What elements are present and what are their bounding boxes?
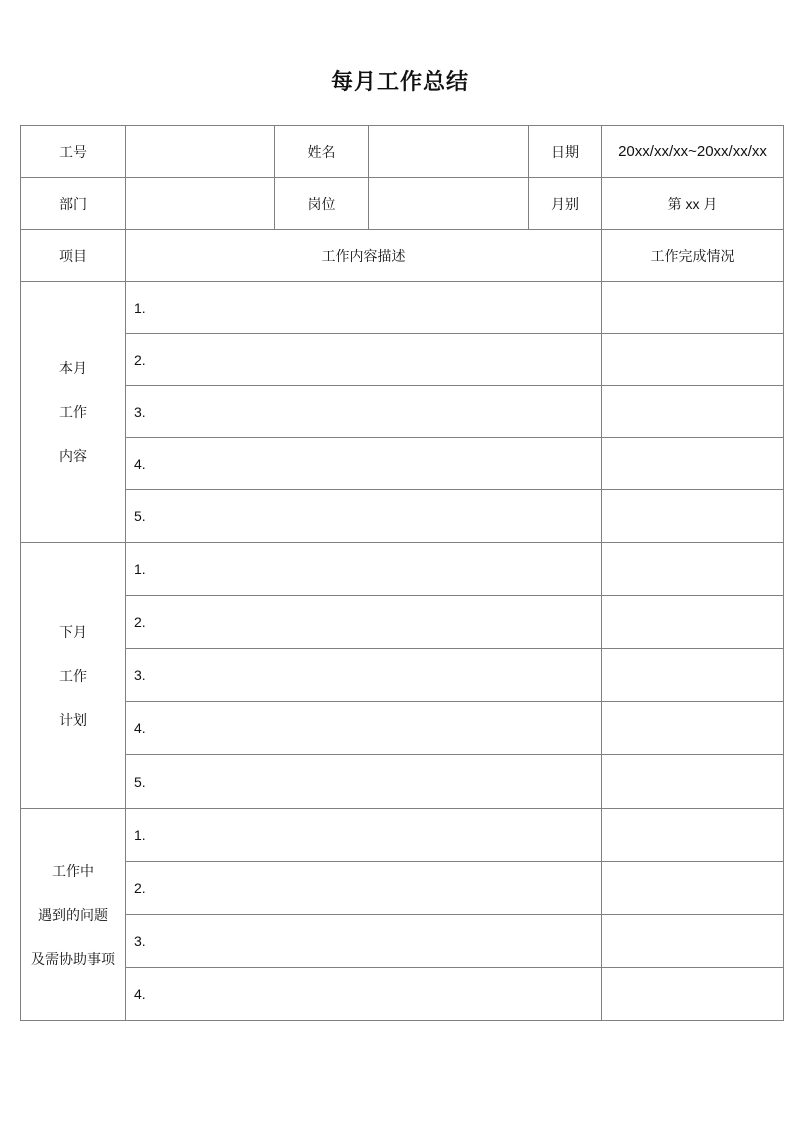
item-number: 5. [134,773,146,790]
item-number: 3. [134,933,146,949]
employee-id-value [126,126,275,178]
table-row [21,862,784,915]
name-label: 姓名 [275,126,369,178]
item-status-cell [602,334,784,386]
section-label-line: 内容 [59,448,87,464]
item-description-cell [126,334,602,386]
section-label-line: 工作中 [52,862,94,879]
section-label-line: 下月 [59,623,87,640]
item-number: 4. [134,455,146,472]
item-number: 4. [134,986,146,1002]
item-description-cell [126,755,602,809]
date-value: 20xx/xx/xx~20xx/xx/xx [602,126,784,178]
table-row [21,915,784,968]
monthly-summary-table [20,125,784,1021]
item-number: 1. [134,299,146,316]
item-description-cell [126,490,602,543]
table-row [21,438,784,490]
section-label-line: 遇到的问题 [38,906,108,923]
item-status-cell [602,438,784,490]
item-column-header: 项目 [21,230,126,282]
item-description-cell [126,862,602,915]
section-label-line: 工作 [59,404,87,420]
header-row-2 [21,178,784,230]
section-label-next-month-plan [21,543,126,809]
item-description-cell [126,543,602,596]
employee-id-label: 工号 [21,126,126,178]
table-row [21,334,784,386]
item-number: 3. [134,403,146,420]
table-row [21,702,784,755]
table-row [21,282,784,334]
table-row [21,490,784,543]
table-row [21,649,784,702]
table-row [21,543,784,596]
item-status-cell [602,702,784,755]
section-label-problems-assistance [21,809,126,1021]
department-value [126,178,275,230]
item-number: 1. [134,561,146,577]
item-number: 5. [134,508,146,524]
department-label: 部门 [21,178,126,230]
section-label-this-month-work [21,282,126,543]
name-value [369,126,529,178]
item-status-cell [602,543,784,596]
month-label: 月别 [529,178,602,230]
date-label: 日期 [529,126,602,178]
section-label-line: 工作 [59,667,87,684]
item-status-cell [602,490,784,543]
section-label-line: 及需协助事项 [31,950,115,967]
item-number: 1. [134,827,146,843]
item-status-cell [602,386,784,438]
table-row [21,596,784,649]
position-label: 岗位 [275,178,369,230]
month-value: 第 xx 月 [602,178,784,230]
item-number: 2. [134,880,146,896]
item-status-cell [602,282,784,334]
item-description-cell [126,282,602,334]
item-status-cell [602,755,784,809]
item-number: 2. [134,351,146,368]
section-label-line: 计划 [59,711,87,728]
document-title: 每月工作总结 [330,69,469,94]
description-column-header: 工作内容描述 [126,230,602,282]
item-number: 2. [134,614,146,630]
item-status-cell [602,862,784,915]
item-description-cell [126,438,602,490]
status-column-header: 工作完成情况 [602,230,784,282]
item-status-cell [602,809,784,862]
table-row [21,968,784,1021]
item-status-cell [602,915,784,968]
item-description-cell [126,596,602,649]
item-description-cell [126,809,602,862]
item-status-cell [602,596,784,649]
item-description-cell [126,702,602,755]
table-row [21,755,784,809]
table-row [21,386,784,438]
section-label-line: 本月 [59,360,87,376]
item-description-cell [126,386,602,438]
header-row-1 [21,126,784,178]
item-description-cell [126,649,602,702]
item-description-cell [126,968,602,1021]
table-row [21,809,784,862]
item-number: 3. [134,667,146,683]
item-status-cell [602,968,784,1021]
item-description-cell [126,915,602,968]
column-header-row [21,230,784,282]
item-number: 4. [134,720,146,736]
position-value [369,178,529,230]
item-status-cell [602,649,784,702]
